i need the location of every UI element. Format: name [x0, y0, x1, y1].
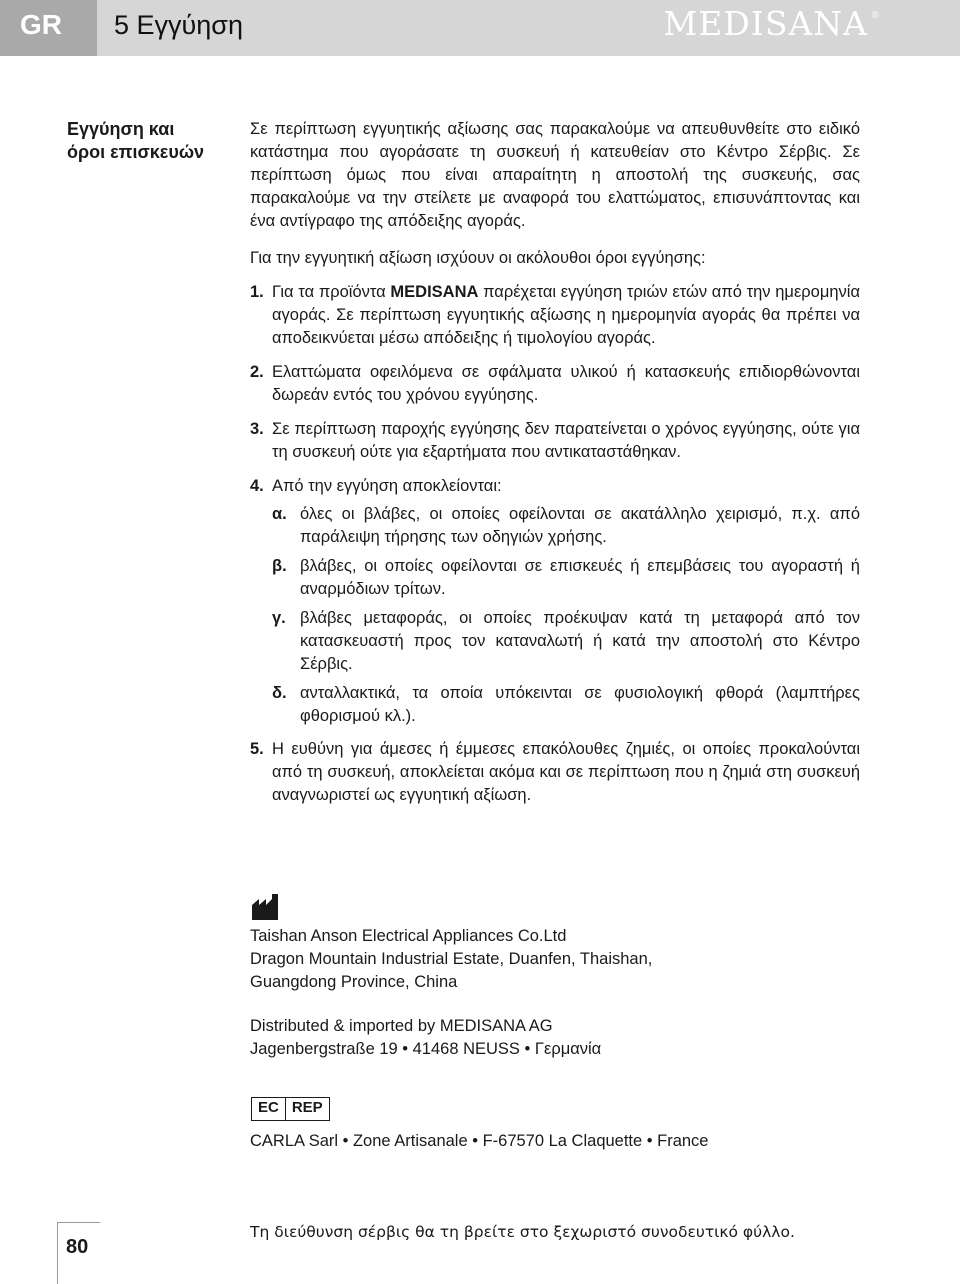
rep-label: REP: [291, 1099, 323, 1116]
intro-paragraph: Σε περίπτωση εγγυητικής αξίωσης σας παρακαλούμε να απευθυνθείτε στο ειδικό κατάστημα που αγοράσατε τη συσκευή ή κατευθείαν στο Κέντρο Σέρβις. Σε περίπτωση όμως που είναι απαραίτητη η αποστολή της συσκευής, σας παρακαλούμε να την στείλετε με αναφορά του ελαττώματος, επισυνάπτοντας και ένα αντίγραφο της απόδειξης αγοράς.: [250, 120, 860, 230]
brand-name: MEDISANA: [390, 283, 479, 301]
item-text: Σε περίπτωση παροχής εγγύησης δεν παρατείνεται ο χρόνος εγγύησης, ούτε για τη συσκευή ούτε για εξαρτήματα που αντικαταστάθηκαν.: [272, 420, 860, 461]
language-tab: GR: [0, 0, 97, 56]
item-number: 2.: [250, 363, 264, 381]
exclusion-label: α.: [272, 505, 287, 523]
manufacturer-address-1: Dragon Mountain Industrial Estate, Duanfen, Thaishan,: [250, 950, 653, 968]
ec-rep-symbol: [251, 1097, 330, 1121]
item-number: 3.: [250, 420, 264, 438]
condition-item-2: [250, 361, 860, 407]
page-number: 80: [66, 1236, 89, 1258]
manufacturer-name: Taishan Anson Electrical Appliances Co.Ltd: [250, 927, 567, 945]
manufacturer-info: [250, 925, 870, 994]
exclusion-label: γ.: [272, 609, 286, 627]
distributor-line-1: Distributed & imported by MEDISANA AG: [250, 1017, 553, 1035]
item-text-post: παρέχεται εγγύηση τριών ετών από την ημερομηνία αγοράς. Σε περίπτωση εγγυητικής αξίωσης η ημερομηνία αγοράς θα πρέπει να αποδεικνύεται μέσω απόδειξης ή τιμολογίου αγοράς.: [272, 283, 860, 347]
item-number: 1.: [250, 283, 264, 301]
service-note: Τη διεύθυνση σέρβις θα τη βρείτε στο ξεχωριστό συνοδευτικό φύλλο.: [250, 1223, 795, 1241]
side-heading-line2: όροι επισκευών: [67, 142, 205, 162]
section-title: 5 Εγγύηση: [97, 0, 960, 56]
item-number: 4.: [250, 477, 264, 495]
page-header: [0, 0, 960, 56]
distributor-info: [250, 1015, 870, 1061]
warranty-content: [250, 118, 860, 818]
exclusion-text: ανταλλακτικά, τα οποία υπόκεινται σε φυσιολογική φθορά (λαμπτήρες φθορισμού κλ.).: [300, 684, 860, 725]
item-text: Από την εγγύηση αποκλείονται:: [272, 477, 502, 495]
exclusion-label: δ.: [272, 684, 287, 702]
side-heading: [67, 118, 227, 164]
manufacturer-address-2: Guangdong Province, China: [250, 973, 458, 991]
exclusion-item-a: [250, 503, 860, 549]
brand-logo: MEDISANA: [663, 4, 868, 43]
exclusion-item-c: [250, 607, 860, 676]
exclusions-list: [250, 503, 860, 728]
item-number: 5.: [250, 740, 264, 758]
item-text: Η ευθύνη για άμεσες ή έμμεσες επακόλουθες ζημιές, οι οποίες προκαλούνται από τη συσκευή, αποκλείεται ακόμα και σε περίπτωση που η ζημιά στη συσκευή αναγνωριστεί ως εγγυητική αξίωση.: [272, 740, 860, 804]
ec-label: EC: [252, 1098, 286, 1120]
conditions-lead: Για την εγγυητική αξίωση ισχύουν οι ακόλουθοι όροι εγγύησης:: [250, 249, 706, 267]
exclusion-label: β.: [272, 557, 287, 575]
condition-item-3: [250, 418, 860, 464]
condition-item-4: [250, 475, 860, 498]
distributor-line-2: Jagenbergstraße 19 • 41468 NEUSS • Γερμανία: [250, 1040, 602, 1058]
registered-mark: ®: [871, 10, 879, 21]
exclusion-item-b: [250, 555, 860, 601]
exclusion-text: όλες οι βλάβες, οι οποίες οφείλονται σε ακατάλληλο χειρισμό, π.χ. από παράλειψη τήρησης των οδηγιών χρήσης.: [300, 505, 860, 546]
exclusion-item-d: [250, 682, 860, 728]
exclusion-text: βλάβες μεταφοράς, οι οποίες προέκυψαν κατά τη μεταφορά από τον κατασκευαστή προς τον καταναλωτή ή κατά την αποστολή στο Κέντρο Σέρβις.: [300, 609, 860, 673]
ec-rep-address: CARLA Sarl • Zone Artisanale • F-67570 La Claquette • France: [250, 1132, 709, 1150]
condition-item-5: [250, 738, 860, 807]
item-text-pre: Για τα προϊόντα: [272, 283, 391, 301]
factory-icon: [251, 893, 281, 921]
exclusion-text: βλάβες, οι οποίες οφείλονται σε επισκευές ή επεμβάσεις του αγοραστή ή αναρμόδιων τρίτων.: [300, 557, 860, 598]
item-text: Ελαττώματα οφειλόμενα σε σφάλματα υλικού ή κατασκευής επιδιορθώνονται δωρεάν εντός του χρόνου εγγύησης.: [272, 363, 860, 404]
side-heading-line1: Εγγύηση και: [67, 119, 175, 139]
condition-item-1: [250, 281, 860, 350]
